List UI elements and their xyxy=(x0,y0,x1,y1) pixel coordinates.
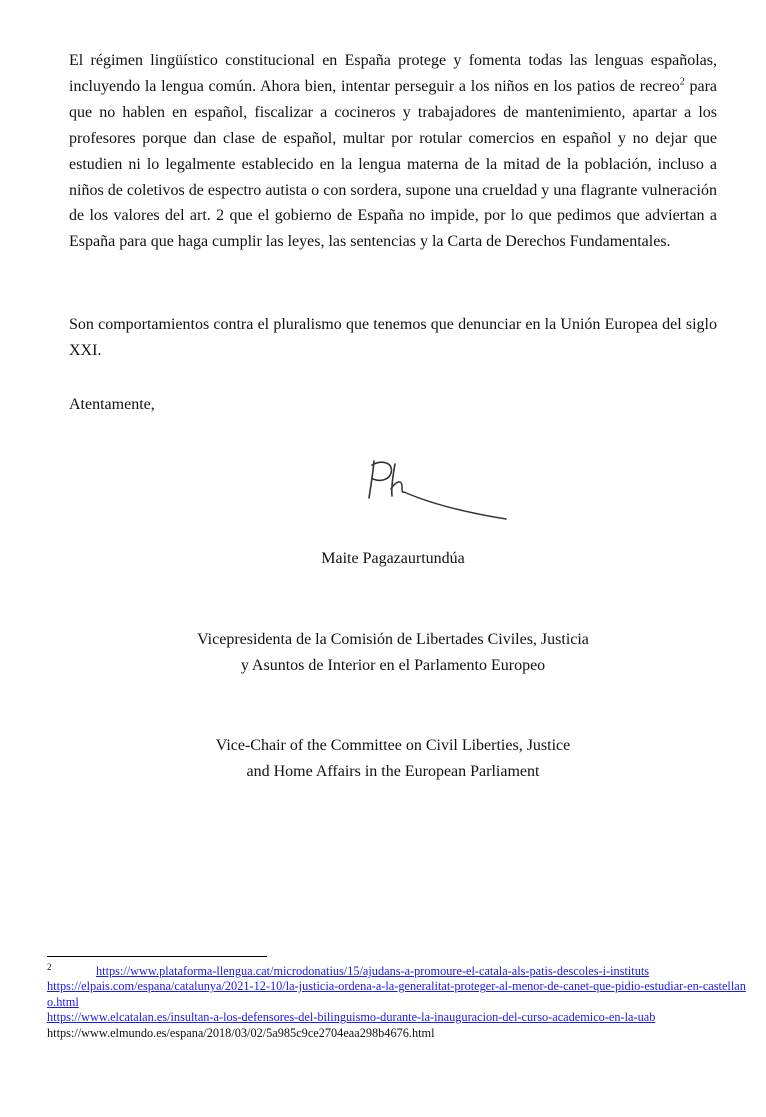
paragraph-1-text-a: El régimen lingüístico constitucional en España protege y fomenta todas las lenguas españolas, incluyendo la lengua común. Ahora bien, intentar perseguir a los niños en los patios de recreo xyxy=(69,52,717,95)
footnote-reference[interactable]: 2 xyxy=(679,76,685,88)
handwritten-signature xyxy=(360,455,515,530)
footnotes xyxy=(47,961,747,1041)
footnote-separator xyxy=(47,956,267,957)
signer-name: Maite Pagazaurtundúa xyxy=(321,550,465,567)
title-en-line-2: and Home Affairs in the European Parliament xyxy=(246,763,540,780)
footnote-link-plataforma-llengua[interactable]: https://www.plataforma-llengua.cat/microdonatius/15/ajudans-a-promoure-el-catala-als-patis-descoles-i-instituts xyxy=(96,964,650,978)
body-paragraph-1 xyxy=(69,48,717,255)
title-es-line-2: y Asuntos de Interior en el Parlamento Europeo xyxy=(240,657,546,674)
footnote-link-elpais[interactable]: https://elpais.com/espana/catalunya/2021-12-10/la-justicia-ordena-a-la-generalitat-proteger-al-menor-de-canet-que-pidio-estudiar-en-castellano.html xyxy=(47,979,746,1009)
footnote-2: 2 https://www.plataforma-llengua.cat/microdonatius/15/ajudans-a-promoure-el-catala-als-patis-descoles-i-instituts xyxy=(47,961,650,978)
body-paragraph-2: Son comportamientos contra el pluralismo que tenemos que denunciar en la Unión Europea del siglo XXI. xyxy=(69,316,717,359)
paragraph-1-text-b: para que no hablen en español, fiscalizar a cocineros y trabajadores de mantenimiento, apartar a los profesores porque dan clase de español, multar por rotular comercios en español y no dejar que estudien ni lo legalmente establecido en la lengua materna de la mitad de la población, incluso a niños de coletivos de espectro autista o con sordera, supone una crueldad y una flagrante vulneración de los valores del art. 2 que el gobierno de España no impide, por lo que pedimos que adviertan a España para que haga cumplir las leyes, las sentencias y la Carta de Derechos Fundamentales. xyxy=(69,77,718,251)
closing-salutation: Atentamente, xyxy=(69,396,155,413)
footnote-link-elcatalan[interactable]: https://www.elcatalan.es/insultan-a-los-defensores-del-bilinguismo-durante-la-inauguracion-del-curso-academico-en-la-uab xyxy=(47,1010,656,1025)
title-es-line-1: Vicepresidenta de la Comisión de Libertades Civiles, Justicia xyxy=(197,631,589,648)
signer-title-spanish xyxy=(69,627,717,679)
signer-title-english xyxy=(69,733,717,785)
footnote-url-elmundo: https://www.elmundo.es/espana/2018/03/02/5a985c9ce2704eaa298b4676.html xyxy=(47,1025,435,1040)
title-en-line-1: Vice-Chair of the Committee on Civil Liberties, Justice xyxy=(215,737,571,754)
